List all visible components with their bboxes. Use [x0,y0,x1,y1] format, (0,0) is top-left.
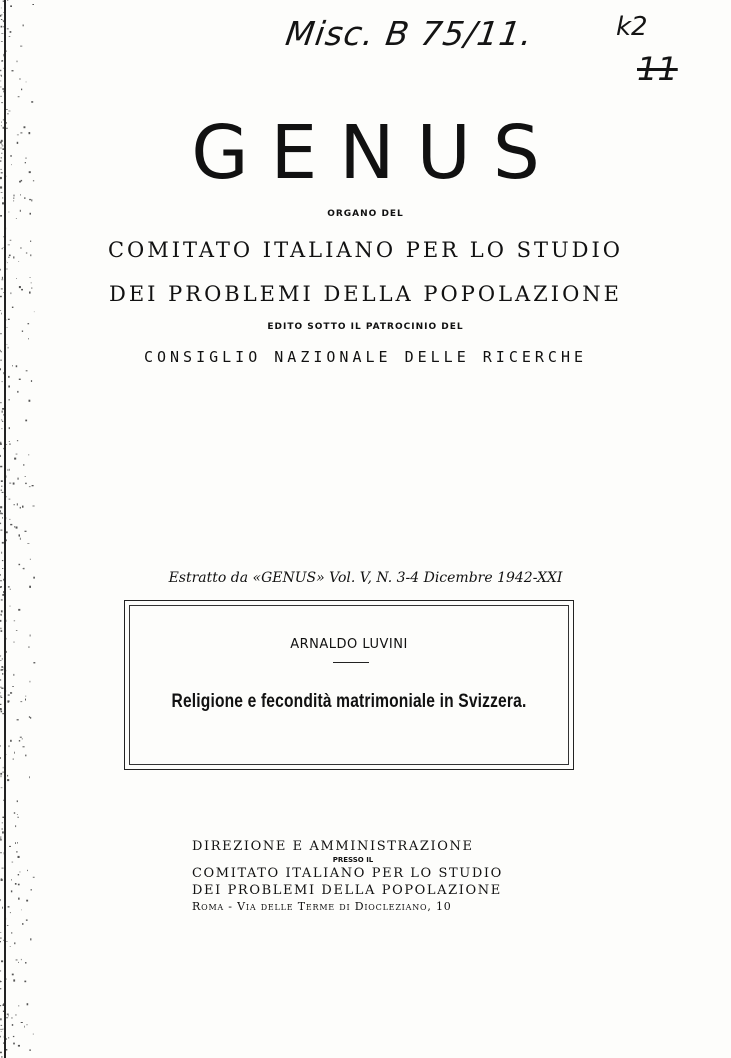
scan-speck [20,538,21,540]
scan-speck [22,738,23,739]
council-line: CONSIGLIO NAZIONALE DELLE RICERCHE [143,348,588,366]
scan-speck [8,906,10,907]
scan-speck [18,962,19,963]
scan-speck [0,368,1,370]
scan-speck [17,842,18,844]
scan-speck [29,400,31,402]
scan-speck [0,506,2,508]
scan-speck [8,319,10,320]
scan-speck [21,910,22,911]
scan-speck [0,81,1,82]
scan-speck [0,1052,2,1054]
scan-speck [0,838,1,839]
scan-speck [29,199,31,200]
scan-speck [9,441,10,442]
scan-speck [26,370,28,371]
scan-speck [14,458,16,460]
scan-speck [6,1038,7,1040]
handwritten-number-top: k2 [616,12,648,42]
scan-speck [0,708,2,710]
scan-speck [6,444,7,445]
scan-speck [8,1037,9,1038]
scan-speck [8,376,10,378]
scan-speck [2,513,3,514]
scan-speck [13,759,14,760]
scan-speck [0,70,1,71]
scan-speck [0,704,1,705]
scan-speck [11,1017,12,1018]
scan-speck [0,687,1,688]
scan-speck [15,842,16,844]
scan-speck [32,485,34,486]
extract-source: Estratto da «GENUS» Vol. V, N. 3-4 Dicembre 1942-XXI [168,570,563,586]
scan-speck [10,740,12,742]
scan-speck [30,635,31,637]
scan-speck [1,788,3,789]
scan-speck [10,692,12,694]
scan-speck [19,379,21,380]
scan-speck [2,1029,3,1030]
scan-speck [1,8,2,9]
scan-speck [1,775,2,777]
publisher-footer [192,838,522,915]
scan-speck [8,1015,9,1016]
scan-speck [17,817,19,818]
scan-speck [10,519,11,520]
scan-speck [6,1017,8,1018]
scan-speck [0,679,1,681]
scan-speck [0,981,2,982]
scan-speck [7,779,9,781]
scan-speck [0,773,2,775]
scan-speck [8,586,10,587]
scan-speck [0,941,1,942]
scan-speck [2,381,3,382]
scan-speck [21,1022,23,1023]
organo-line: ORGANO DEL [327,209,404,219]
footer-presso: PRESSO IL [332,856,374,864]
scan-speck [32,4,34,5]
scan-speck [31,199,32,201]
scan-speck [7,344,8,345]
scan-speck [23,25,24,27]
scan-speck [13,201,14,202]
scan-speck [28,338,29,339]
scan-speck [18,1005,19,1006]
scan-speck [1,697,3,698]
scan-speck [10,31,12,33]
committee-line-1: COMITATO ITALIANO PER LO STUDIO [107,238,624,262]
scan-speck [0,442,1,443]
scan-speck [27,870,28,871]
scan-speck [18,96,20,97]
scan-speck [0,628,1,630]
scan-speck [1,420,2,421]
scan-speck [19,740,20,741]
scan-speck [10,606,11,607]
scan-speck [10,5,12,7]
scan-speck [30,717,31,719]
scan-speck [7,925,8,926]
scan-speck [2,60,3,62]
scan-speck [12,974,14,976]
scan-speck [12,307,14,308]
scan-speck [19,536,20,537]
scan-speck [0,1029,2,1030]
scan-speck [24,981,26,983]
scan-speck [0,660,1,661]
scan-speck [0,466,2,468]
scan-speck [24,1026,25,1028]
scan-speck [9,469,10,471]
scan-speck [1,669,3,670]
scan-speck [20,871,21,872]
scan-speck [1,610,3,612]
scan-speck [14,504,15,505]
edito-line: EDITO SOTTO IL PATROCINIO DEL [267,322,464,332]
scan-speck [0,512,1,514]
scan-speck [33,662,35,663]
scan-speck [0,696,1,697]
scan-speck [10,946,11,947]
article-box [124,600,574,770]
scan-speck [17,391,18,393]
author-rule [333,662,369,663]
scan-speck [0,839,2,840]
scan-speck [15,883,17,885]
scan-speck [0,333,2,334]
scan-speck [0,692,1,693]
scan-speck [0,745,1,746]
scan-speck [28,454,29,455]
scan-speck [0,852,1,853]
scan-speck [13,1036,14,1037]
scan-speck [0,15,1,17]
footer-committee-2: DEI PROBLEMI DELLA POPOLAZIONE [192,883,502,898]
scan-speck [23,464,24,465]
scan-speck [7,28,9,29]
scan-speck [27,543,29,544]
footer-address: Roma - Via delle Terme di Diocleziano, 10 [192,900,452,913]
scan-speck [16,1014,17,1015]
scan-speck [8,469,9,471]
scan-speck [13,1043,15,1045]
scan-speck [26,82,27,83]
scan-speck [12,862,14,863]
scan-speck [1,655,2,656]
scan-speck [25,483,27,484]
scan-speck [23,746,25,747]
scan-speck [30,938,31,940]
scan-speck [0,988,1,989]
scan-speck [18,898,20,900]
scan-speck [2,822,3,823]
scan-speck [12,70,14,71]
scan-speck [6,941,7,942]
scan-speck [31,380,32,382]
scan-speck [2,277,3,279]
scan-speck [33,506,35,507]
scan-speck [1,666,3,668]
scan-speck [30,277,31,278]
scan-speck [16,630,18,631]
scan-speck [29,776,30,778]
scan-speck [1,960,3,962]
scan-speck [25,699,26,701]
scan-speck [20,737,22,738]
scan-speck [0,523,1,524]
scan-speck [33,1034,34,1035]
scan-speck [17,800,18,802]
scan-speck [1,86,2,87]
scan-speck [22,923,23,925]
scan-speck [2,14,3,15]
scan-speck [0,530,2,531]
footer-direzione: DIREZIONE E AMMINISTRAZIONE [192,839,474,854]
scan-speck [0,938,2,939]
scan-speck [0,510,1,512]
scan-speck [21,89,22,91]
scan-speck [16,278,17,279]
scan-speck [2,411,3,413]
scan-speck [0,1036,1,1038]
scan-speck [14,526,15,527]
article-box-inner-frame [129,605,569,765]
scan-speck [1,75,2,76]
scan-speck [18,478,19,480]
scan-speck [29,1049,30,1051]
scan-speck [19,79,21,80]
scan-speck [16,851,18,852]
scan-speck [27,1003,29,1005]
scan-speck [2,828,3,830]
scan-speck [1,19,2,20]
scan-speck [0,402,1,403]
scan-speck [16,454,18,455]
scan-speck [14,942,15,944]
scan-speck [31,889,32,890]
scan-speck [1,490,2,491]
scan-speck [9,444,11,445]
committee-line-2: DEI PROBLEMI DELLA POPOLAZIONE [109,282,622,306]
scan-speck [1,1025,2,1026]
scan-speck [6,531,8,533]
scan-speck [16,960,18,961]
scan-speck [1,480,3,482]
scan-speck [1,1031,2,1032]
scan-speck [1,486,2,487]
scan-speck [14,752,15,754]
handwritten-number-struck: 11 [637,50,678,88]
scan-speck [1,552,2,554]
scan-speck [13,198,14,199]
scan-speck [1,711,2,712]
scan-speck [29,716,30,718]
scan-speck [12,686,14,687]
scan-speck [14,812,15,813]
scan-speck [14,642,15,643]
scan-speck [1,41,3,42]
scan-speck [0,1005,1,1006]
scan-speck [10,524,12,525]
scan-speck [17,61,18,63]
scan-speck [17,440,18,441]
scan-speck [25,420,27,422]
scan-speck [0,899,1,901]
scan-speck [1,879,3,881]
scan-speck [0,614,1,615]
scan-speck [2,907,3,909]
scan-speck [0,971,1,972]
scan-speck [31,101,33,103]
scan-speck [7,262,8,263]
scan-speck [9,427,10,429]
scan-speck [22,506,24,508]
scan-speck [25,696,26,697]
scan-speck [1,279,3,280]
scan-speck [27,1024,28,1025]
scan-speck [9,745,10,747]
scan-speck [29,646,30,648]
scan-speck [1,630,3,632]
scan-speck [11,890,12,892]
scan-speck [10,589,11,590]
scan-speck [0,1018,1,1020]
scan-speck [13,674,14,676]
scan-speck [20,46,22,47]
scan-speck [7,1014,9,1015]
scan-speck [9,36,11,37]
scan-speck [15,825,16,827]
scan-speck [25,476,26,477]
scan-speck [18,884,20,886]
scan-speck [25,755,26,757]
scan-speck [7,268,8,269]
scan-speck [1,1056,2,1057]
scan-speck [19,564,21,565]
scan-speck [8,399,10,400]
scan-speck [13,979,15,981]
journal-title: GENUS [191,110,562,196]
scan-speck [17,719,19,720]
scan-speck [29,486,31,487]
scan-speck [11,932,12,934]
scan-speck [21,959,22,960]
scan-speck [7,775,8,777]
scan-speck [8,695,10,696]
scan-speck [18,874,19,875]
scan-speck [3,197,4,199]
scan-speck [18,1045,20,1047]
scan-speck [16,527,18,529]
scan-speck [0,586,2,588]
scan-speck [20,507,21,509]
scan-speck [17,503,18,505]
scan-speck [9,483,11,484]
scan-speck [14,621,15,622]
scan-speck [9,846,11,847]
scan-speck [1,102,3,103]
scan-speck [0,96,2,97]
scan-speck [25,531,27,532]
article-author: ARNALDO LUVINI [290,637,408,652]
scan-speck [0,836,1,837]
footer-committee-1: COMITATO ITALIANO PER LO STUDIO [192,866,503,881]
scan-speck [2,517,3,519]
scan-speck [1,428,2,429]
scan-speck [1,599,3,600]
scan-speck [8,386,10,388]
scan-speck [9,499,11,500]
scan-speck [20,701,22,702]
article-title: Religione e fecondità matrimoniale in Svizzera. [171,691,527,712]
handwritten-shelf-mark: Misc. B 75/11. [283,14,536,53]
scan-speck [13,483,15,485]
scan-speck [29,586,31,588]
scan-speck [33,877,35,878]
scan-speck [17,814,18,815]
scan-speck [18,856,20,858]
scan-speck [25,962,27,963]
scan-speck [10,912,11,913]
scan-speck [34,312,35,313]
scan-speck [1,61,2,62]
scan-speck [0,757,1,759]
scan-speck [0,269,1,271]
scan-speck [11,879,12,881]
scan-speck [8,702,10,703]
scan-speck [26,920,28,921]
scan-speck [24,197,25,198]
scan-speck [7,0,8,1]
scan-speck [30,559,31,560]
scan-speck [0,620,1,622]
scan-speck [26,900,28,902]
scan-speck [0,455,1,457]
scan-speck [30,681,31,683]
scan-speck [1,313,2,315]
scan-speck [0,932,1,933]
scan-speck [2,659,3,660]
scan-speck [12,1024,13,1026]
scan-speck [18,609,20,611]
scan-speck [0,310,1,311]
scan-speck [1,26,3,28]
